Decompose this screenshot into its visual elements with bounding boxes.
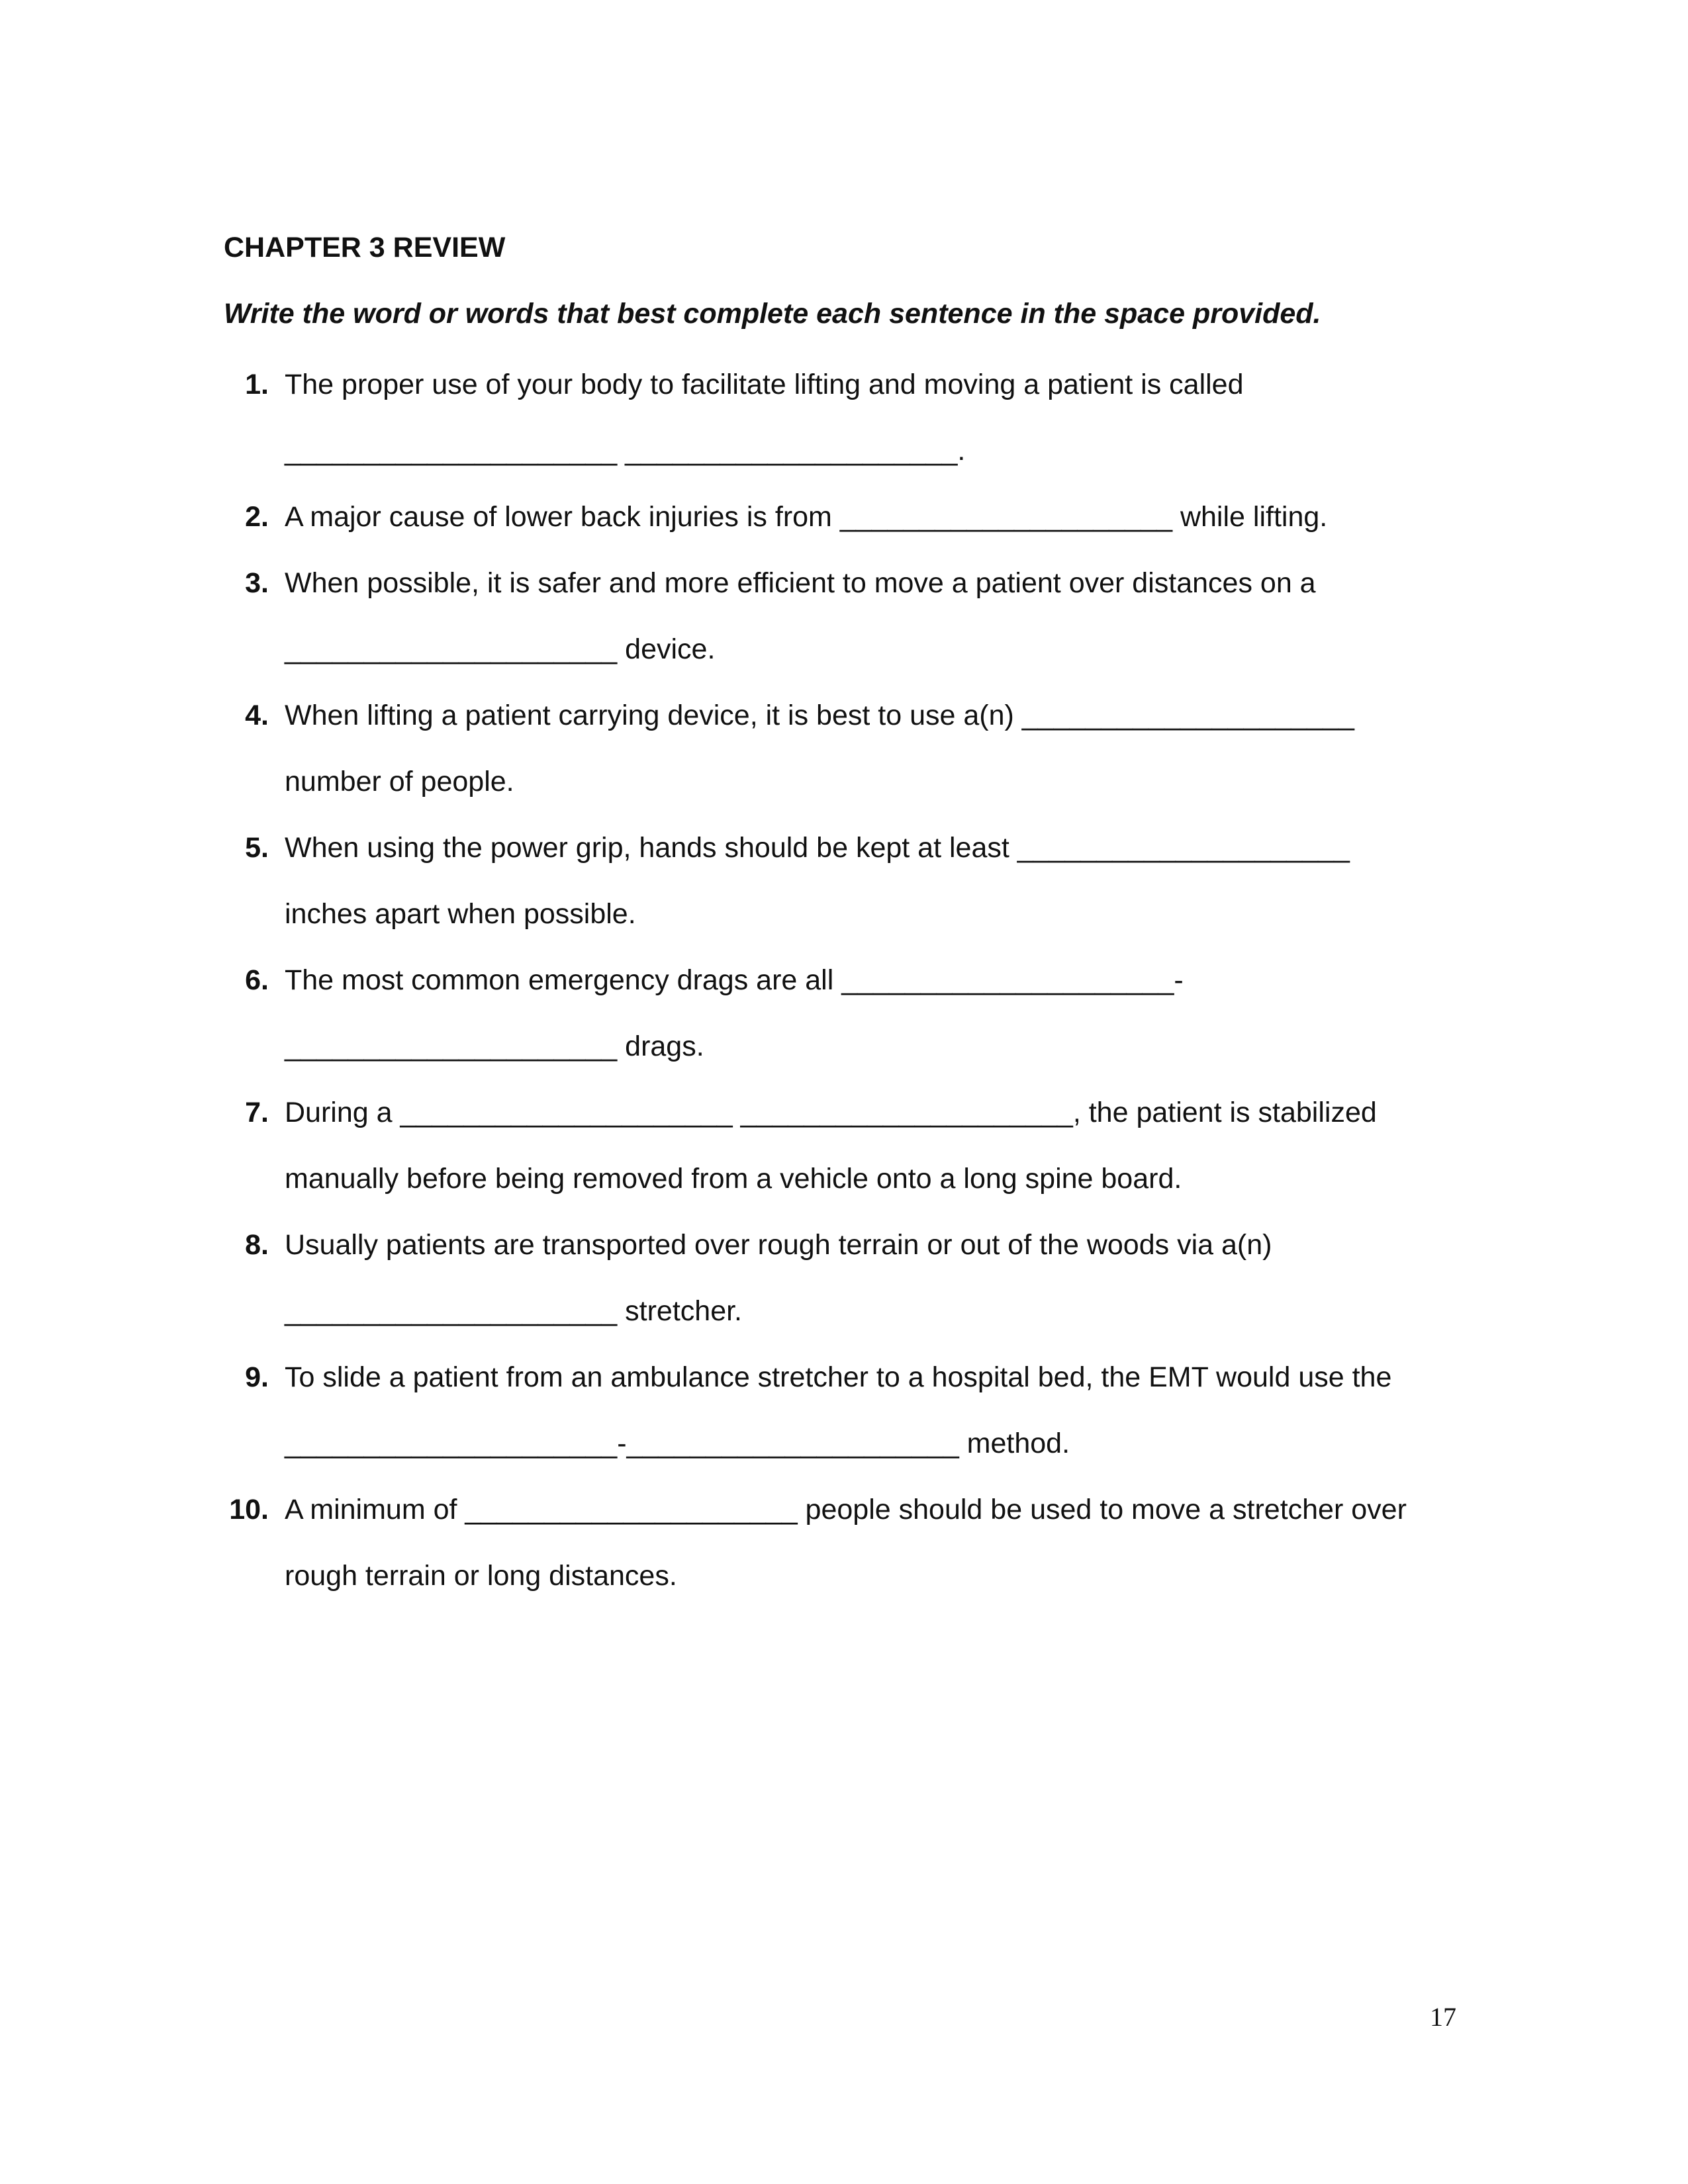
- question-number: 10.: [229, 1494, 269, 1525]
- question-text-line: manually before being removed from a vehicle onto a long spine board.: [285, 1163, 1182, 1195]
- question-text-line[interactable]: During a _____________________ _____________________, the patient is stabilized: [285, 1097, 1377, 1128]
- question-text-line[interactable]: A major cause of lower back injuries is from _____________________ while lifting.: [285, 501, 1328, 533]
- question-text-line: Usually patients are transported over rough terrain or out of the woods via a(n): [285, 1229, 1272, 1261]
- question-number: 9.: [245, 1361, 269, 1393]
- question-number: 2.: [245, 501, 269, 533]
- answer-blank-line[interactable]: _____________________-_____________________ method.: [285, 1428, 1070, 1459]
- answer-blank-line[interactable]: _____________________ stretcher.: [285, 1295, 743, 1327]
- question-text-line: number of people.: [285, 766, 514, 797]
- question-number: 1.: [245, 369, 269, 400]
- question-text-line[interactable]: When using the power grip, hands should be kept at least _____________________: [285, 832, 1350, 864]
- question-number: 4.: [245, 700, 269, 731]
- question-text-line[interactable]: When lifting a patient carrying device, it is best to use a(n) _____________________: [285, 700, 1354, 731]
- page-number: 17: [1430, 2002, 1456, 2032]
- question-text-line[interactable]: A minimum of _____________________ people should be used to move a stretcher over: [285, 1494, 1407, 1525]
- question-number: 8.: [245, 1229, 269, 1261]
- instructions-text: Write the word or words that best complete each sentence in the space provided.: [224, 298, 1321, 330]
- answer-blank-line[interactable]: _____________________ device.: [285, 633, 716, 665]
- question-text-line: inches apart when possible.: [285, 898, 636, 930]
- question-text-line: To slide a patient from an ambulance stretcher to a hospital bed, the EMT would use the: [285, 1361, 1392, 1393]
- question-text-line: The proper use of your body to facilitate lifting and moving a patient is called: [285, 369, 1244, 400]
- question-number: 3.: [245, 567, 269, 599]
- question-number: 5.: [245, 832, 269, 864]
- question-number: 6.: [245, 964, 269, 996]
- question-text-line: rough terrain or long distances.: [285, 1560, 677, 1592]
- answer-blank-line[interactable]: _____________________ _____________________.: [285, 435, 966, 467]
- answer-blank-line[interactable]: _____________________ drags.: [285, 1030, 704, 1062]
- question-number: 7.: [245, 1097, 269, 1128]
- question-text-line[interactable]: The most common emergency drags are all _____________________-: [285, 964, 1184, 996]
- question-text-line: When possible, it is safer and more efficient to move a patient over distances on a: [285, 567, 1316, 599]
- chapter-title: CHAPTER 3 REVIEW: [224, 232, 506, 263]
- question-list: [224, 0, 1481, 2184]
